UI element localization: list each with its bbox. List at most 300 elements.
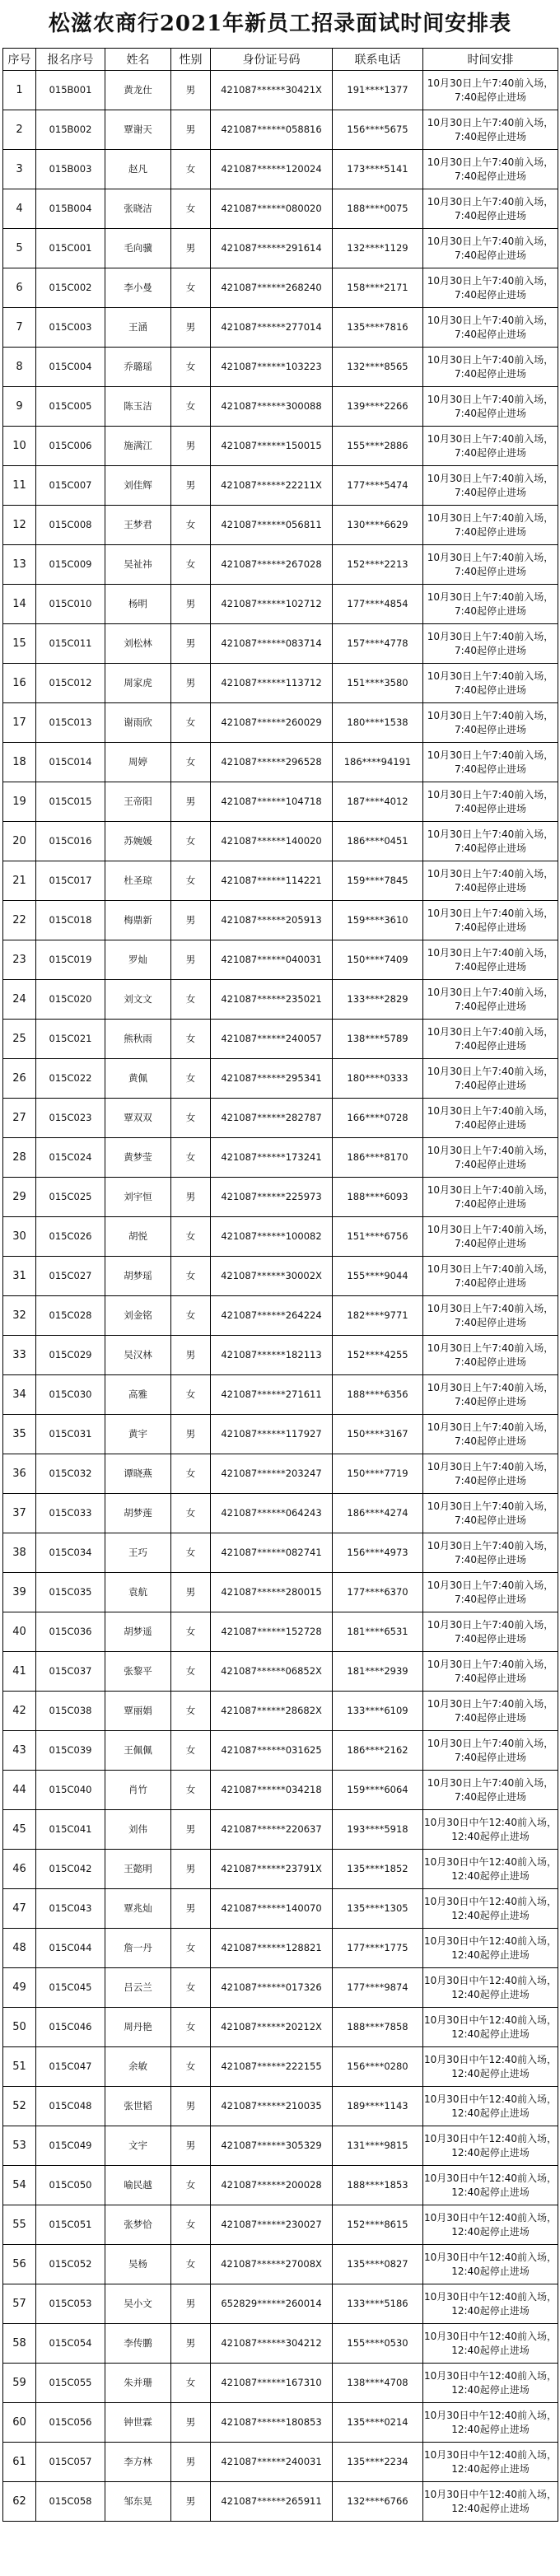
cell-gender: 男 (171, 2324, 211, 2364)
cell-schedule: 10月30日上午7:40前入场， 7:40起停止进场 (423, 268, 558, 308)
cell-registration-no: 015C038 (36, 1692, 105, 1731)
cell-id-number: 421087******280015 (211, 1573, 333, 1612)
cell-gender: 女 (171, 348, 211, 387)
table-row (3, 2205, 558, 2245)
cell-registration-no: 015C037 (36, 1652, 105, 1692)
cell-index: 52 (3, 2087, 36, 2126)
cell-gender: 女 (171, 268, 211, 308)
cell-index: 39 (3, 1573, 36, 1612)
cell-index: 54 (3, 2166, 36, 2205)
cell-schedule: 10月30日上午7:40前入场， 7:40起停止进场 (423, 980, 558, 1020)
cell-schedule: 10月30日上午7:40前入场， 7:40起停止进场 (423, 1533, 558, 1573)
cell-id-number: 421087******140070 (211, 1889, 333, 1929)
cell-index: 49 (3, 1968, 36, 2008)
table-row (3, 980, 558, 1020)
cell-id-number: 421087******296528 (211, 743, 333, 782)
table-row (3, 268, 558, 308)
cell-name: 喻民越 (105, 2166, 171, 2205)
cell-schedule: 10月30日上午7:40前入场， 7:40起停止进场 (423, 348, 558, 387)
cell-name: 刘金铭 (105, 1296, 171, 1336)
cell-id-number: 421087******230027 (211, 2205, 333, 2245)
cell-gender: 男 (171, 229, 211, 268)
cell-schedule: 10月30日中午12:40前入场， 12:40起停止进场 (423, 1889, 558, 1929)
table-row (3, 1454, 558, 1494)
cell-gender: 男 (171, 1889, 211, 1929)
cell-phone: 186****94191 (333, 743, 423, 782)
cell-registration-no: 015C029 (36, 1336, 105, 1375)
cell-name: 苏婉媛 (105, 822, 171, 861)
cell-gender: 女 (171, 506, 211, 545)
cell-gender: 女 (171, 1612, 211, 1652)
cell-index: 9 (3, 387, 36, 427)
cell-phone: 152****4255 (333, 1336, 423, 1375)
column-header-schedule: 时间安排 (423, 49, 558, 71)
cell-phone: 133****2829 (333, 980, 423, 1020)
cell-gender: 男 (171, 624, 211, 664)
cell-name: 王佩佩 (105, 1731, 171, 1771)
cell-schedule: 10月30日上午7:40前入场， 7:40起停止进场 (423, 1612, 558, 1652)
cell-name: 熊秋雨 (105, 1020, 171, 1059)
cell-index: 37 (3, 1494, 36, 1533)
table-header-row (3, 49, 558, 71)
cell-registration-no: 015C040 (36, 1771, 105, 1810)
column-header-name: 姓名 (105, 49, 171, 71)
cell-gender: 女 (171, 1454, 211, 1494)
cell-index: 20 (3, 822, 36, 861)
cell-name: 文宇 (105, 2126, 171, 2166)
cell-phone: 159****6064 (333, 1771, 423, 1810)
cell-name: 胡梦莲 (105, 1494, 171, 1533)
cell-name: 乔璐瑶 (105, 348, 171, 387)
cell-id-number: 421087******120024 (211, 150, 333, 189)
cell-index: 33 (3, 1336, 36, 1375)
cell-schedule: 10月30日上午7:40前入场， 7:40起停止进场 (423, 743, 558, 782)
cell-schedule: 10月30日中午12:40前入场， 12:40起停止进场 (423, 2087, 558, 2126)
cell-registration-no: 015C044 (36, 1929, 105, 1968)
cell-schedule: 10月30日上午7:40前入场， 7:40起停止进场 (423, 1099, 558, 1138)
cell-index: 22 (3, 901, 36, 940)
cell-id-number: 421087******304212 (211, 2324, 333, 2364)
cell-schedule: 10月30日上午7:40前入场， 7:40起停止进场 (423, 1573, 558, 1612)
cell-phone: 166****0728 (333, 1099, 423, 1138)
cell-phone: 177****1775 (333, 1929, 423, 1968)
table-row (3, 2087, 558, 2126)
cell-phone: 181****2939 (333, 1652, 423, 1692)
cell-registration-no: 015C015 (36, 782, 105, 822)
cell-index: 60 (3, 2403, 36, 2443)
table-row (3, 782, 558, 822)
table-row (3, 2126, 558, 2166)
cell-phone: 138****4708 (333, 2364, 423, 2403)
table-row (3, 466, 558, 506)
cell-id-number: 421087******267028 (211, 545, 333, 585)
cell-registration-no: 015C052 (36, 2245, 105, 2284)
cell-gender: 女 (171, 1099, 211, 1138)
cell-registration-no: 015C010 (36, 585, 105, 624)
table-row (3, 585, 558, 624)
cell-registration-no: 015C016 (36, 822, 105, 861)
cell-schedule: 10月30日上午7:40前入场， 7:40起停止进场 (423, 664, 558, 703)
cell-phone: 156****0280 (333, 2047, 423, 2087)
cell-gender: 男 (171, 901, 211, 940)
table-row (3, 150, 558, 189)
cell-schedule: 10月30日中午12:40前入场， 12:40起停止进场 (423, 1968, 558, 2008)
cell-name: 王帝阳 (105, 782, 171, 822)
cell-name: 李传鹏 (105, 2324, 171, 2364)
cell-index: 6 (3, 268, 36, 308)
cell-phone: 180****0333 (333, 1059, 423, 1099)
cell-name: 周家虎 (105, 664, 171, 703)
cell-id-number: 421087******22211X (211, 466, 333, 506)
cell-registration-no: 015C032 (36, 1454, 105, 1494)
cell-index: 35 (3, 1415, 36, 1454)
cell-schedule: 10月30日上午7:40前入场， 7:40起停止进场 (423, 1257, 558, 1296)
cell-index: 45 (3, 1810, 36, 1850)
cell-index: 41 (3, 1652, 36, 1692)
cell-gender: 男 (171, 2403, 211, 2443)
cell-schedule: 10月30日上午7:40前入场， 7:40起停止进场 (423, 189, 558, 229)
cell-name: 黄梦莹 (105, 1138, 171, 1178)
cell-id-number: 421087******064243 (211, 1494, 333, 1533)
cell-registration-no: 015C022 (36, 1059, 105, 1099)
cell-registration-no: 015C009 (36, 545, 105, 585)
cell-gender: 女 (171, 1692, 211, 1731)
cell-name: 刘伟 (105, 1810, 171, 1850)
cell-index: 23 (3, 940, 36, 980)
table-row (3, 1375, 558, 1415)
cell-gender: 女 (171, 1296, 211, 1336)
cell-index: 55 (3, 2205, 36, 2245)
cell-gender: 男 (171, 466, 211, 506)
cell-gender: 男 (171, 2087, 211, 2126)
cell-phone: 177****5474 (333, 466, 423, 506)
cell-id-number: 421087******082741 (211, 1533, 333, 1573)
cell-gender: 男 (171, 1573, 211, 1612)
page-title: 松滋农商行2021年新员工招录面试时间安排表 (48, 12, 512, 36)
cell-name: 邹东晃 (105, 2482, 171, 2522)
cell-phone: 155****9044 (333, 1257, 423, 1296)
cell-schedule: 10月30日中午12:40前入场， 12:40起停止进场 (423, 2443, 558, 2482)
cell-registration-no: 015C012 (36, 664, 105, 703)
cell-index: 50 (3, 2008, 36, 2047)
table-row (3, 2284, 558, 2324)
table-row (3, 2166, 558, 2205)
cell-schedule: 10月30日上午7:40前入场， 7:40起停止进场 (423, 782, 558, 822)
cell-schedule: 10月30日上午7:40前入场， 7:40起停止进场 (423, 861, 558, 901)
cell-name: 覃双双 (105, 1099, 171, 1138)
cell-registration-no: 015C019 (36, 940, 105, 980)
cell-id-number: 421087******291614 (211, 229, 333, 268)
table-row (3, 1929, 558, 1968)
table-row (3, 2482, 558, 2522)
table-row (3, 1296, 558, 1336)
cell-gender: 女 (171, 1138, 211, 1178)
column-header-gender: 性别 (171, 49, 211, 71)
cell-registration-no: 015C004 (36, 348, 105, 387)
cell-phone: 135****7816 (333, 308, 423, 348)
cell-name: 施满江 (105, 427, 171, 466)
cell-schedule: 10月30日上午7:40前入场， 7:40起停止进场 (423, 1415, 558, 1454)
cell-registration-no: 015C046 (36, 2008, 105, 2047)
cell-schedule: 10月30日中午12:40前入场， 12:40起停止进场 (423, 2008, 558, 2047)
cell-index: 12 (3, 506, 36, 545)
cell-schedule: 10月30日上午7:40前入场， 7:40起停止进场 (423, 466, 558, 506)
cell-id-number: 421087******200028 (211, 2166, 333, 2205)
cell-name: 吴杨 (105, 2245, 171, 2284)
cell-id-number: 421087******210035 (211, 2087, 333, 2126)
cell-schedule: 10月30日上午7:40前入场， 7:40起停止进场 (423, 585, 558, 624)
cell-id-number: 421087******140020 (211, 822, 333, 861)
cell-schedule: 10月30日中午12:40前入场， 12:40起停止进场 (423, 2364, 558, 2403)
cell-phone: 158****2171 (333, 268, 423, 308)
cell-index: 24 (3, 980, 36, 1020)
cell-registration-no: 015C020 (36, 980, 105, 1020)
cell-index: 58 (3, 2324, 36, 2364)
cell-registration-no: 015C028 (36, 1296, 105, 1336)
cell-index: 34 (3, 1375, 36, 1415)
cell-index: 56 (3, 2245, 36, 2284)
table-row (3, 1968, 558, 2008)
cell-phone: 177****6370 (333, 1573, 423, 1612)
table-row (3, 308, 558, 348)
table-row (3, 1652, 558, 1692)
cell-name: 吴小文 (105, 2284, 171, 2324)
cell-name: 胡梦瑶 (105, 1257, 171, 1296)
cell-gender: 女 (171, 1059, 211, 1099)
cell-id-number: 421087******30002X (211, 1257, 333, 1296)
cell-registration-no: 015C036 (36, 1612, 105, 1652)
table-row (3, 427, 558, 466)
table-row (3, 387, 558, 427)
cell-id-number: 421087******235021 (211, 980, 333, 1020)
cell-id-number: 421087******225973 (211, 1178, 333, 1217)
cell-schedule: 10月30日上午7:40前入场， 7:40起停止进场 (423, 1178, 558, 1217)
cell-index: 8 (3, 348, 36, 387)
table-row (3, 1336, 558, 1375)
table-row (3, 1889, 558, 1929)
cell-index: 31 (3, 1257, 36, 1296)
cell-id-number: 421087******27008X (211, 2245, 333, 2284)
cell-index: 59 (3, 2364, 36, 2403)
cell-gender: 女 (171, 2205, 211, 2245)
cell-name: 覃谢天 (105, 110, 171, 150)
cell-registration-no: 015C039 (36, 1731, 105, 1771)
cell-registration-no: 015C006 (36, 427, 105, 466)
cell-gender: 男 (171, 585, 211, 624)
cell-schedule: 10月30日上午7:40前入场， 7:40起停止进场 (423, 545, 558, 585)
cell-gender: 男 (171, 2482, 211, 2522)
cell-id-number: 421087******182113 (211, 1336, 333, 1375)
cell-gender: 女 (171, 1731, 211, 1771)
cell-id-number: 421087******295341 (211, 1059, 333, 1099)
cell-name: 李小曼 (105, 268, 171, 308)
cell-registration-no: 015C013 (36, 703, 105, 743)
cell-index: 36 (3, 1454, 36, 1494)
cell-gender: 男 (171, 308, 211, 348)
cell-schedule: 10月30日上午7:40前入场， 7:40起停止进场 (423, 901, 558, 940)
cell-registration-no: 015C053 (36, 2284, 105, 2324)
cell-phone: 186****2162 (333, 1731, 423, 1771)
cell-registration-no: 015C005 (36, 387, 105, 427)
cell-id-number: 421087******113712 (211, 664, 333, 703)
cell-phone: 188****1853 (333, 2166, 423, 2205)
cell-schedule: 10月30日上午7:40前入场， 7:40起停止进场 (423, 308, 558, 348)
cell-gender: 女 (171, 743, 211, 782)
cell-registration-no: 015B004 (36, 189, 105, 229)
cell-phone: 133****5186 (333, 2284, 423, 2324)
cell-name: 李方林 (105, 2443, 171, 2482)
cell-gender: 男 (171, 71, 211, 110)
table-row (3, 1494, 558, 1533)
cell-phone: 135****1852 (333, 1850, 423, 1889)
table-row (3, 743, 558, 782)
cell-phone: 135****2234 (333, 2443, 423, 2482)
table-row (3, 2324, 558, 2364)
cell-index: 28 (3, 1138, 36, 1178)
cell-phone: 189****1143 (333, 2087, 423, 2126)
cell-schedule: 10月30日中午12:40前入场， 12:40起停止进场 (423, 2205, 558, 2245)
cell-phone: 135****1305 (333, 1889, 423, 1929)
table-row (3, 2245, 558, 2284)
cell-schedule: 10月30日中午12:40前入场， 12:40起停止进场 (423, 2166, 558, 2205)
cell-registration-no: 015B001 (36, 71, 105, 110)
cell-registration-no: 015C026 (36, 1217, 105, 1257)
cell-name: 肖竹 (105, 1771, 171, 1810)
cell-schedule: 10月30日中午12:40前入场， 12:40起停止进场 (423, 2047, 558, 2087)
cell-schedule: 10月30日上午7:40前入场， 7:40起停止进场 (423, 1454, 558, 1494)
cell-registration-no: 015C014 (36, 743, 105, 782)
table-row (3, 940, 558, 980)
table-row (3, 506, 558, 545)
cell-id-number: 421087******104718 (211, 782, 333, 822)
cell-phone: 151****3580 (333, 664, 423, 703)
cell-index: 46 (3, 1850, 36, 1889)
table-row (3, 624, 558, 664)
cell-registration-no: 015C025 (36, 1178, 105, 1217)
cell-id-number: 421087******240057 (211, 1020, 333, 1059)
cell-name: 覃丽娟 (105, 1692, 171, 1731)
cell-registration-no: 015C041 (36, 1810, 105, 1850)
cell-gender: 女 (171, 387, 211, 427)
cell-name: 毛向骥 (105, 229, 171, 268)
table-row (3, 861, 558, 901)
cell-name: 张晓洁 (105, 189, 171, 229)
cell-registration-no: 015C007 (36, 466, 105, 506)
cell-phone: 182****9771 (333, 1296, 423, 1336)
cell-id-number: 421087******031625 (211, 1731, 333, 1771)
cell-id-number: 421087******20212X (211, 2008, 333, 2047)
cell-phone: 188****7858 (333, 2008, 423, 2047)
cell-name: 王涵 (105, 308, 171, 348)
cell-index: 16 (3, 664, 36, 703)
cell-registration-no: 015C017 (36, 861, 105, 901)
cell-name: 胡悦 (105, 1217, 171, 1257)
cell-registration-no: 015C055 (36, 2364, 105, 2403)
cell-gender: 女 (171, 2364, 211, 2403)
cell-id-number: 421087******017326 (211, 1968, 333, 2008)
cell-gender: 女 (171, 1020, 211, 1059)
cell-registration-no: 015C057 (36, 2443, 105, 2482)
cell-id-number: 421087******277014 (211, 308, 333, 348)
cell-registration-no: 015C030 (36, 1375, 105, 1415)
table-row (3, 1810, 558, 1850)
cell-schedule: 10月30日中午12:40前入场， 12:40起停止进场 (423, 2403, 558, 2443)
table-row (3, 1020, 558, 1059)
cell-registration-no: 015C008 (36, 506, 105, 545)
table-row (3, 1415, 558, 1454)
cell-gender: 女 (171, 1533, 211, 1573)
cell-registration-no: 015C056 (36, 2403, 105, 2443)
table-row (3, 348, 558, 387)
cell-name: 赵凡 (105, 150, 171, 189)
cell-schedule: 10月30日上午7:40前入场， 7:40起停止进场 (423, 1059, 558, 1099)
cell-gender: 男 (171, 1178, 211, 1217)
cell-name: 吕云兰 (105, 1968, 171, 2008)
column-header-phone: 联系电话 (333, 49, 423, 71)
cell-id-number: 421087******205913 (211, 901, 333, 940)
cell-name: 王梦君 (105, 506, 171, 545)
cell-name: 杨明 (105, 585, 171, 624)
cell-schedule: 10月30日中午12:40前入场， 12:40起停止进场 (423, 2324, 558, 2364)
cell-schedule: 10月30日中午12:40前入场， 12:40起停止进场 (423, 2482, 558, 2522)
column-header-id-number: 身份证号码 (211, 49, 333, 71)
cell-id-number: 421087******083714 (211, 624, 333, 664)
cell-id-number: 421087******305329 (211, 2126, 333, 2166)
cell-name: 杜圣琼 (105, 861, 171, 901)
cell-index: 43 (3, 1731, 36, 1771)
cell-schedule: 10月30日上午7:40前入场， 7:40起停止进场 (423, 1296, 558, 1336)
table-row (3, 1178, 558, 1217)
cell-phone: 156****4973 (333, 1533, 423, 1573)
table-row (3, 1138, 558, 1178)
cell-gender: 女 (171, 1257, 211, 1296)
cell-name: 余敏 (105, 2047, 171, 2087)
cell-name: 钟世霖 (105, 2403, 171, 2443)
cell-id-number: 421087******180853 (211, 2403, 333, 2443)
cell-phone: 135****0214 (333, 2403, 423, 2443)
cell-index: 4 (3, 189, 36, 229)
table-row (3, 2443, 558, 2482)
cell-schedule: 10月30日上午7:40前入场， 7:40起停止进场 (423, 624, 558, 664)
cell-gender: 女 (171, 822, 211, 861)
table-row (3, 1533, 558, 1573)
cell-schedule: 10月30日上午7:40前入场， 7:40起停止进场 (423, 1375, 558, 1415)
cell-index: 61 (3, 2443, 36, 2482)
cell-phone: 186****0451 (333, 822, 423, 861)
cell-phone: 159****3610 (333, 901, 423, 940)
cell-phone: 132****6766 (333, 2482, 423, 2522)
cell-schedule: 10月30日中午12:40前入场， 12:40起停止进场 (423, 1810, 558, 1850)
cell-id-number: 421087******265911 (211, 2482, 333, 2522)
cell-phone: 180****1538 (333, 703, 423, 743)
cell-index: 47 (3, 1889, 36, 1929)
cell-schedule: 10月30日上午7:40前入场， 7:40起停止进场 (423, 1731, 558, 1771)
cell-gender: 女 (171, 545, 211, 585)
cell-name: 周婷 (105, 743, 171, 782)
cell-phone: 133****6109 (333, 1692, 423, 1731)
cell-registration-no: 015C011 (36, 624, 105, 664)
cell-id-number: 421087******167310 (211, 2364, 333, 2403)
cell-index: 3 (3, 150, 36, 189)
cell-name: 王巧 (105, 1533, 171, 1573)
cell-id-number: 421087******28682X (211, 1692, 333, 1731)
table-row (3, 901, 558, 940)
cell-schedule: 10月30日上午7:40前入场， 7:40起停止进场 (423, 1494, 558, 1533)
cell-id-number: 421087******222155 (211, 2047, 333, 2087)
cell-name: 吴汉林 (105, 1336, 171, 1375)
cell-schedule: 10月30日中午12:40前入场， 12:40起停止进场 (423, 1850, 558, 1889)
cell-name: 覃兆灿 (105, 1889, 171, 1929)
